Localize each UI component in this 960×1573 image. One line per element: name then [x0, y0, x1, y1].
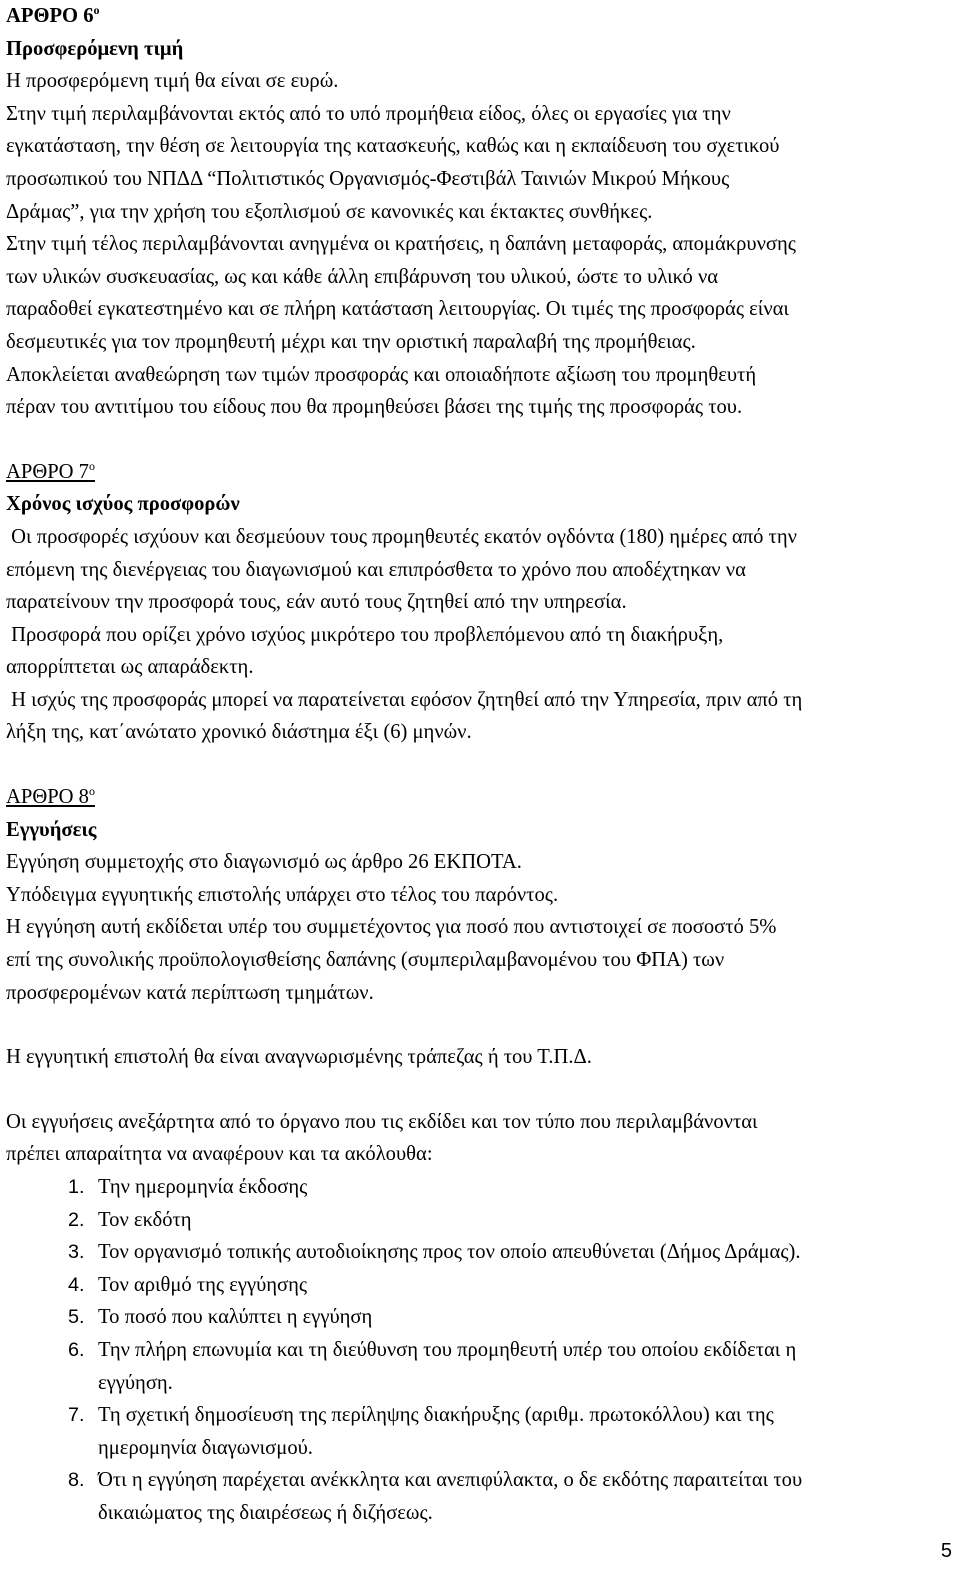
list-item: 1. Την ημερομηνία έκδοσης: [68, 1176, 308, 1198]
article-7-heading: ΑΡΘΡΟ $7^o$: [6, 458, 95, 483]
list-item: 3. Τον οργανισμό τοπικής αυτοδιοίκησης προς τον οποίο απευθύνεται (Δήμος Δράμας).: [68, 1241, 801, 1264]
article-7-title: Χρόνος ισχύος προσφορών: [6, 493, 240, 516]
article-7-paragraph-1: Οι προσφορές ισχύουν και δεσμεύουν τους προμηθευτές εκατόν ογδόντα (180) ημέρες από την επόμενη της διενέργειας του διαγωνισμού και επιπρόσθετα το χρόνο που αποδέχτηκαν να παρατείνουν την προσφορά τους, εάν αυτό τους ζητηθεί από την υπηρεσία.: [6, 525, 797, 614]
page-number: 5: [940, 1540, 952, 1562]
article-8-sample: Υπόδειγμα εγγυητικής επιστολής υπάρχει στο τέλος του παρόντος.: [6, 883, 559, 906]
article-6: [6, 0, 956, 424]
article-8-title: Εγγυήσεις: [6, 818, 97, 841]
list-item: 7. Τη σχετική δημοσίευση της περίληψης διακήρυξης (αριθμ. πρωτοκόλλου) και της ημερομηνία διαγωνισμού.: [68, 1404, 774, 1459]
article-6-title: Προσφερόμενη τιμή: [6, 37, 184, 60]
article-8-heading: ΑΡΘΡΟ $8^o$: [6, 784, 95, 809]
article-7: [6, 456, 956, 749]
requirements-list: [6, 1171, 956, 1530]
article-8-paragraph-2: Οι εγγυήσεις ανεξάρτητα από το όργανο που τις εκδίδει και τον τύπο που περιλαμβάνονται πρέπει απαραίτητα να αναφέρουν και τα ακόλουθα:: [6, 1110, 758, 1166]
article-6-heading: ΑΡΘΡΟ $6^o$: [6, 3, 100, 27]
article-6-paragraph-2: Στην τιμή τέλος περιλαμβάνονται ανηγμένα οι κρατήσεις, η δαπάνη μεταφοράς, απομάκρυνσης των υλικών συσκευασίας, ως και κάθε άλλη επιβάρυνση του υλικού, ώστε το υλικό να παραδοθεί εγκατεστημένο και σε πλήρη κατάσταση λειτουργίας. Οι τιμές της προσφοράς είναι δεσμευτικές για τον προμηθευτή μέχρι και την οριστική παραλαβή της προμήθειας.: [6, 233, 796, 353]
list-item: 8. Ότι η εγγύηση παρέχεται ανέκκλητα και ανεπιφύλακτα, ο δε εκδότης παραιτείται του δικαιώματος της διαιρέσεως ή διζήσεως.: [68, 1469, 803, 1524]
list-item: 2. Τον εκδότη: [68, 1208, 192, 1231]
article-7-paragraph-3: Η ισχύς της προσφοράς μπορεί να παρατείνεται εφόσον ζητηθεί από την Υπηρεσία, πριν από τη λήξη της, κατ΄ανώτατο χρονικό διάστημα έξι (6) μηνών.: [6, 688, 803, 744]
article-8-paragraph-1: Η εγγύηση αυτή εκδίδεται υπέρ του συμμετέχοντος για ποσό που αντιστοιχεί σε ποσοστό 5% επί της συνολικής προϋπολογισθείσης δαπάνης (συμπεριλαμβανομένου του ΦΠΑ) των προσφερομένων κατά περίπτωση τμημάτων.: [6, 916, 777, 1004]
document-body: [6, 0, 956, 1530]
article-8: [6, 781, 956, 1529]
article-8-participation: Εγγύηση συμμετοχής στο διαγωνισμό ως άρθρο 26 ΕΚΠΟΤΑ.: [6, 851, 522, 874]
article-8-bank: Η εγγυητική επιστολή θα είναι αναγνωρισμένης τράπεζας ή του Τ.Π.Δ.: [6, 1046, 592, 1069]
article-7-paragraph-2: Προσφορά που ορίζει χρόνο ισχύος μικρότερο του προβλεπόμενου από τη διακήρυξη, απορρίπτεται ως απαράδεκτη.: [6, 623, 724, 679]
list-item: 5. Το ποσό που καλύπτει η εγγύηση: [68, 1306, 373, 1329]
article-6-paragraph-1: Στην τιμή περιλαμβάνονται εκτός από το υπό προμήθεια είδος, όλες οι εργασίες για την εγκατάσταση, την θέση σε λειτουργία της κατασκευής, καθώς και η εκπαίδευση του σχετικού προσωπικού του ΝΠΔΔ “Πολιτιστικός Οργανισμός-Φεστιβάλ Ταινιών Μικρού Μήκους Δράμας”, για την χρήση του εξοπλισμού σε κανονικές και έκτακτες συνθήκες.: [6, 102, 780, 223]
article-6-paragraph-3: Αποκλείεται αναθεώρηση των τιμών προσφοράς και οποιαδήποτε αξίωση του προμηθευτή πέραν του αντιτίμου του είδους που θα προμηθεύσει βάσει της τιμής της προσφοράς του.: [6, 363, 757, 419]
list-item: 6. Την πλήρη επωνυμία και τη διεύθυνση του προμηθευτή υπέρ του οποίου εκδίδεται η εγγύηση.: [68, 1338, 797, 1394]
list-item: 4. Τον αριθμό της εγγύησης: [68, 1273, 308, 1296]
article-6-currency: Η προσφερόμενη τιμή θα είναι σε ευρώ.: [6, 70, 339, 93]
